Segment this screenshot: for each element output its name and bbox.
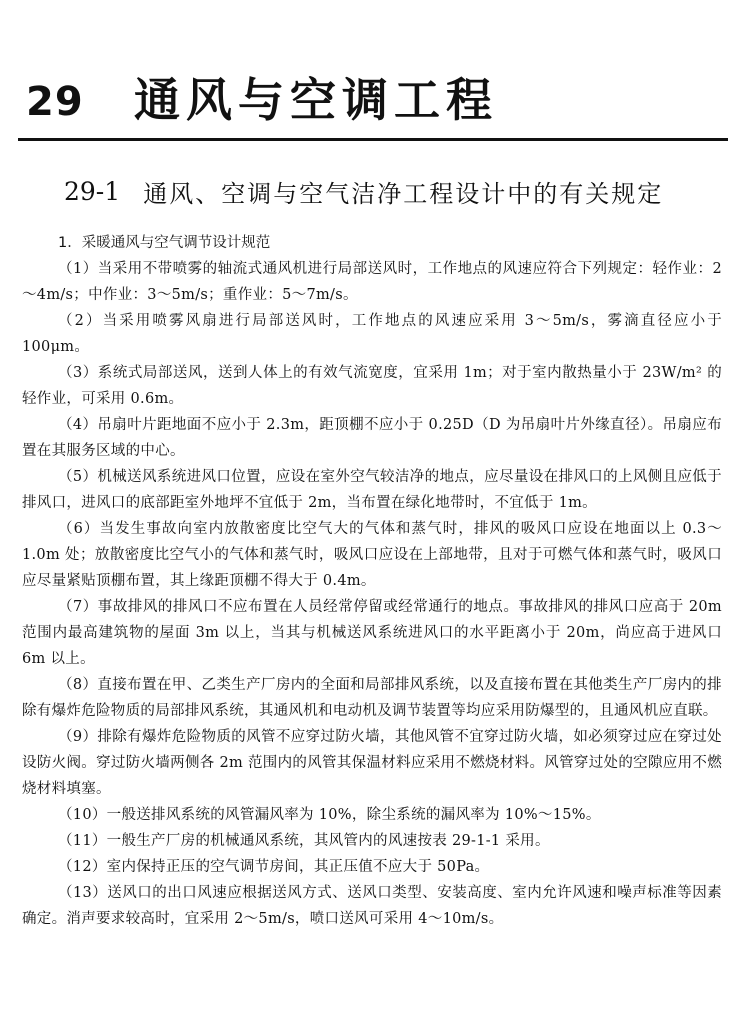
section-title: 通风、空调与空气洁净工程设计中的有关规定: [143, 180, 664, 208]
paragraph: （2）当采用喷雾风扇进行局部送风时，工作地点的风速应采用 3～5m/s，雾滴直径应小于 100μm。: [22, 313, 722, 355]
paragraph: （13）送风口的出口风速应根据送风方式、送风口类型、安装高度、室内允许风速和噪声标准等因素确定。消声要求较高时，宜采用 2～5m/s，喷口送风可采用 4～10m/s。: [22, 885, 722, 927]
section-header: [64, 174, 724, 209]
chapter-header: [26, 66, 726, 136]
paragraph: （6）当发生事故向室内放散密度比空气大的气体和蒸气时，排风的吸风口应设在地面以上 0.3～1.0m 处；放散密度比空气小的气体和蒸气时，吸风口应设在上部地带，且对于可燃气体和蒸气时，吸风口应尽量紧贴顶棚布置，其上缘距顶棚不得大于 0.4m。: [22, 521, 722, 589]
paragraph: （7）事故排风的排风口不应布置在人员经常停留或经常通行的地点。事故排风的排风口应高于 20m 范围内最高建筑物的屋面 3m 以上，当其与机械送风系统进风口的水平距离小于 20m，尚应高于进风口 6m 以上。: [22, 599, 722, 667]
paragraph: （10）一般送排风系统的风管漏风率为 10%，除尘系统的漏风率为 10%～15%。: [58, 807, 601, 823]
paragraph: （11）一般生产厂房的机械通风系统，其风管内的风速按表 29-1-1 采用。: [58, 833, 550, 849]
chapter-divider: [18, 138, 728, 141]
paragraph: （3）系统式局部送风，送到人体上的有效气流宽度，宜采用 1m；对于室内散热量小于 23W/m² 的轻作业，可采用 0.6m。: [22, 365, 722, 407]
chapter-title: 通风与空调工程: [134, 73, 498, 127]
chapter-number: 29: [26, 79, 84, 125]
paragraph: （5）机械送风系统进风口位置，应设在室外空气较洁净的地点，应尽量设在排风口的上风侧且应低于排风口，进风口的底部距室外地坪不宜低于 2m，当布置在绿化地带时，不宜低于 1m。: [22, 469, 722, 511]
subheading: 1．采暖通风与空气调节设计规范: [58, 235, 271, 251]
paragraph: （8）直接布置在甲、乙类生产厂房内的全面和局部排风系统，以及直接布置在其他类生产厂房内的排除有爆炸危险物质的局部排风系统，其通风机和电动机及调节装置等均应采用防爆型的，且通风机应直联。: [22, 677, 722, 719]
paragraph: （1）当采用不带喷雾的轴流式通风机进行局部送风时，工作地点的风速应符合下列规定：轻作业：2～4m/s；中作业：3～5m/s；重作业：5～7m/s。: [22, 261, 722, 303]
body-text: [22, 230, 722, 932]
paragraph: （4）吊扇叶片距地面不应小于 2.3m，距顶棚不应小于 0.25D（D 为吊扇叶片外缘直径）。吊扇应布置在其服务区域的中心。: [22, 417, 722, 459]
paragraph: （9）排除有爆炸危险物质的风管不应穿过防火墙，其他风管不宜穿过防火墙，如必须穿过应在穿过处设防火阀。穿过防火墙两侧各 2m 范围内的风管其保温材料应采用不燃烧材料。风管穿过处的空隙应用不燃烧材料填塞。: [22, 729, 722, 797]
section-number: 29-1: [64, 177, 121, 206]
paragraph: （12）室内保持正压的空气调节房间，其正压值不应大于 50Pa。: [58, 859, 490, 875]
